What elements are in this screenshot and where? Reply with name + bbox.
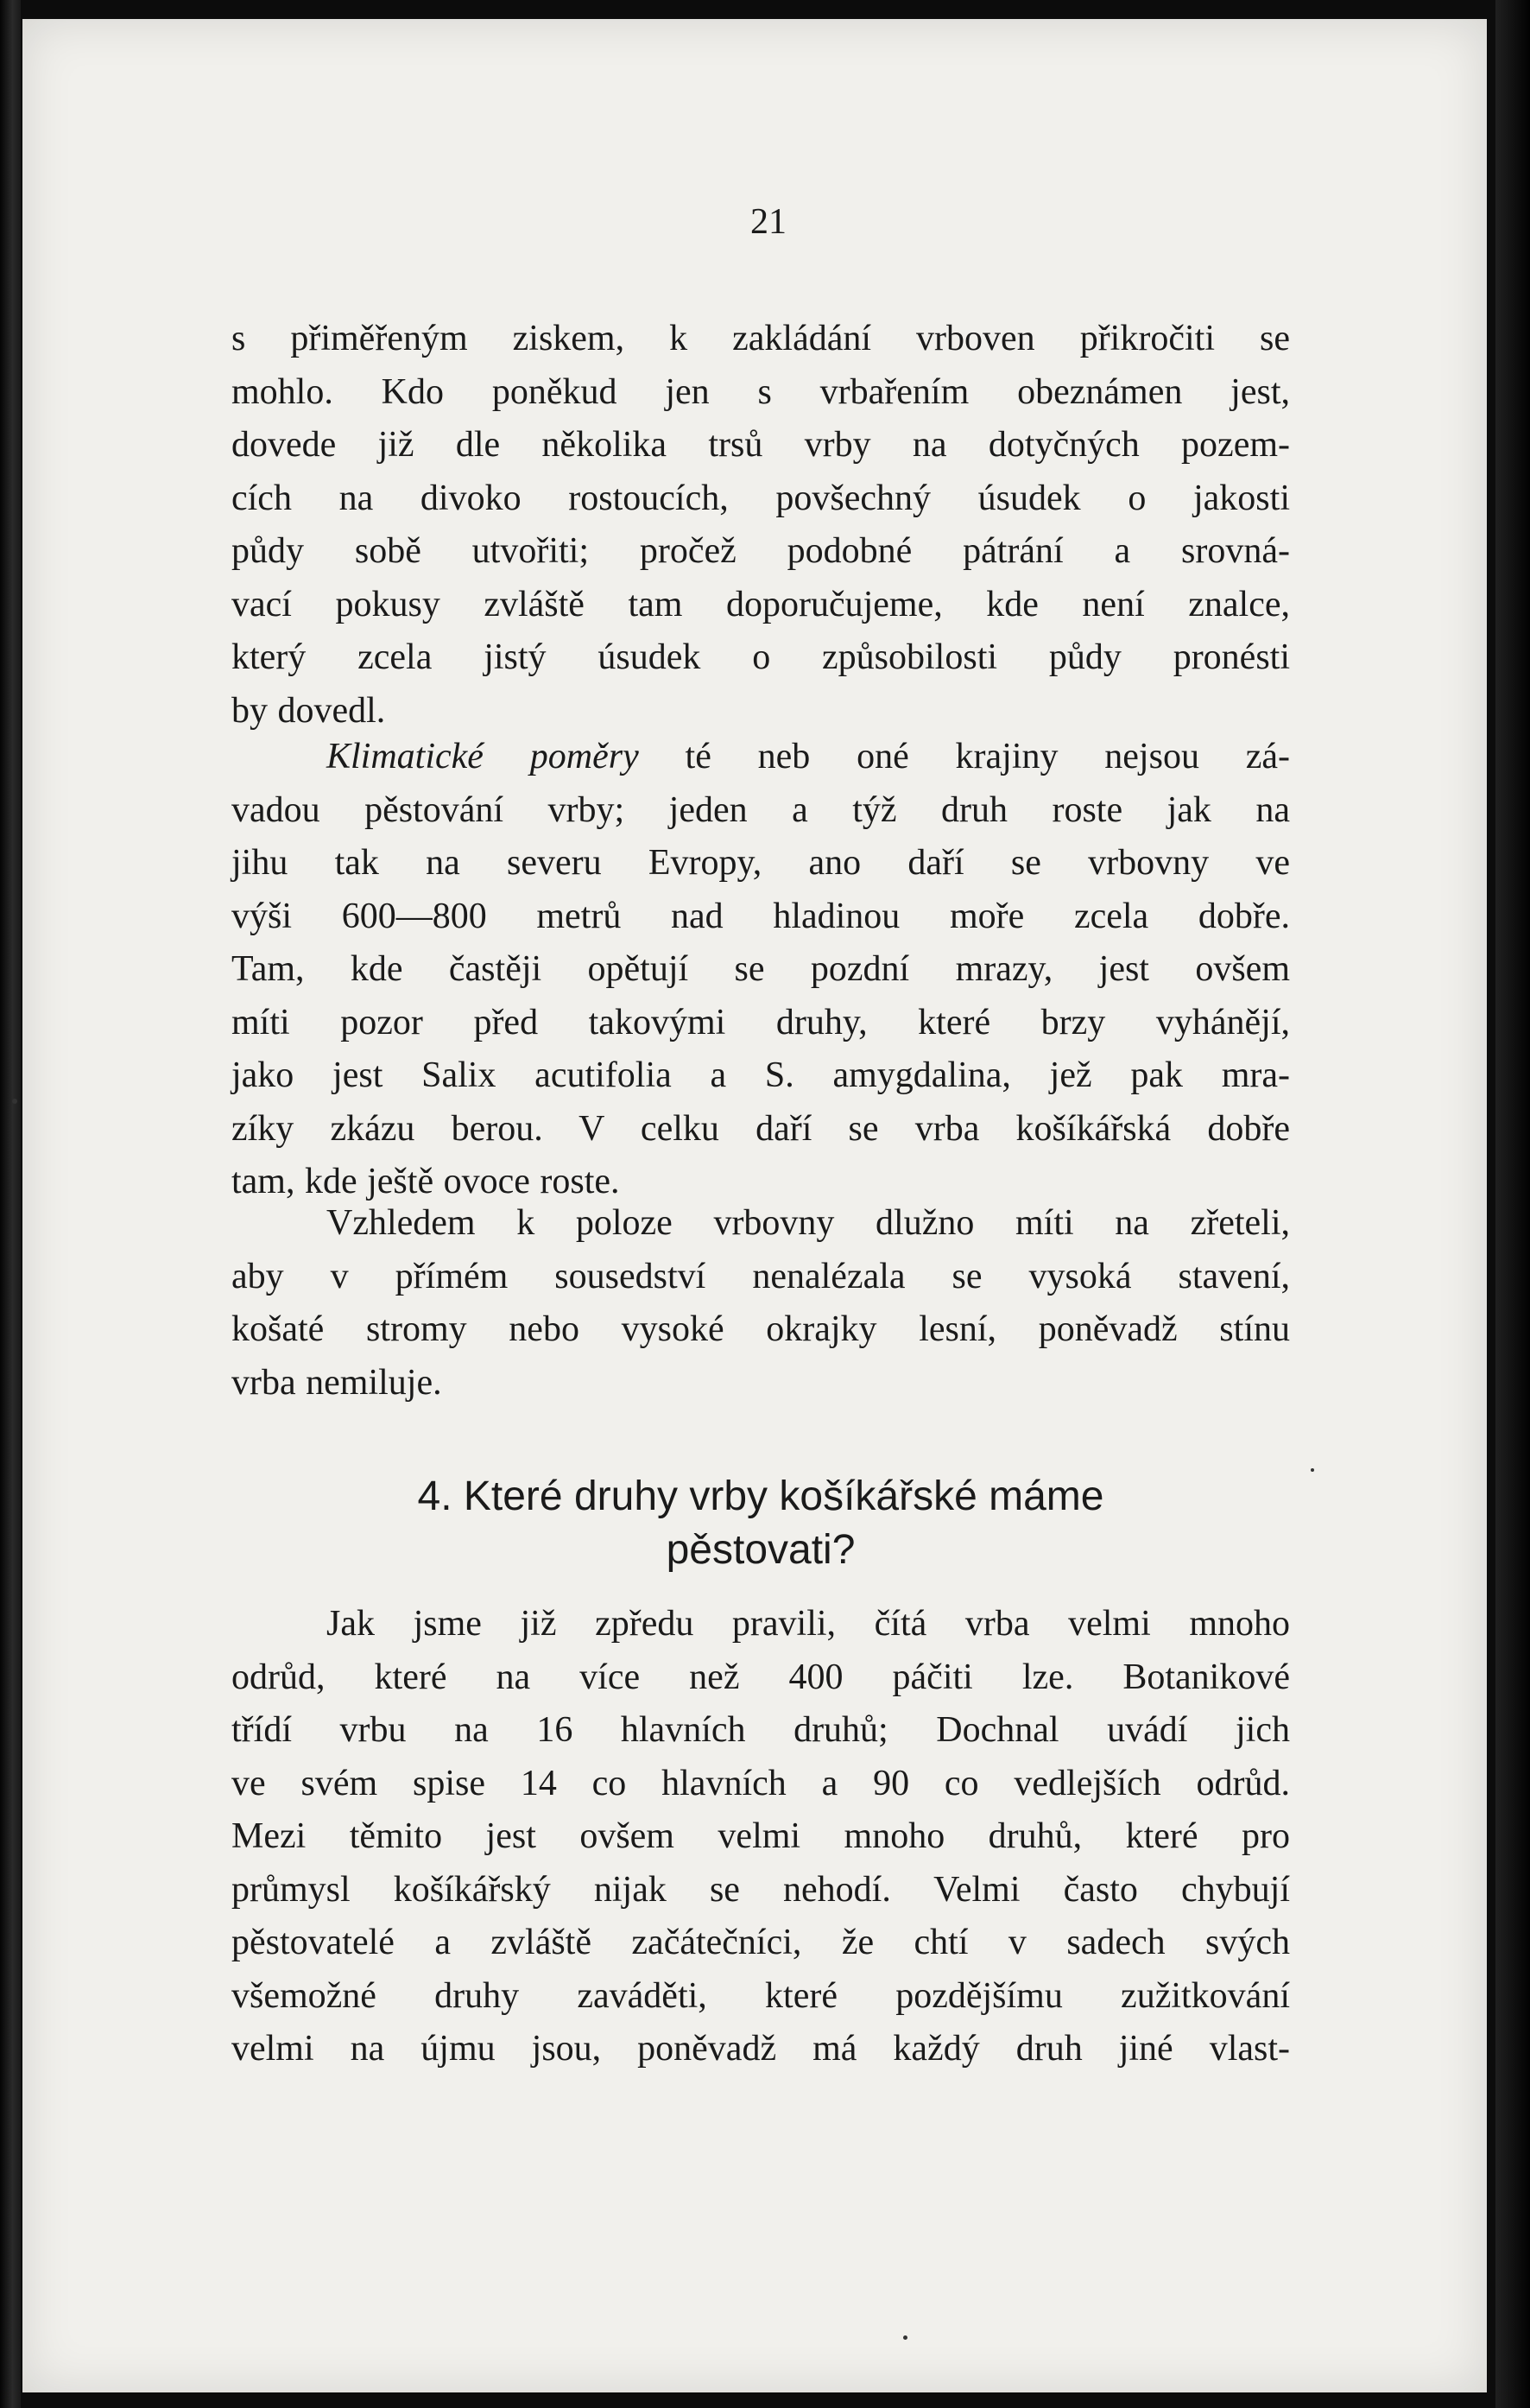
text-line: vací pokusy zvláště tam doporučujeme, kde není znalce, xyxy=(231,584,1290,624)
text-line: mohlo. Kdo poněkud jen s vrbařením obeznámen jest, xyxy=(231,371,1290,412)
text-line: Tam, kde častěji opětují se pozdní mrazy, jest ovšem xyxy=(231,949,1290,989)
paragraph-varieties xyxy=(231,1598,1290,2076)
text-line: jihu tak na severu Evropy, ano daří se vrbovny ve xyxy=(231,843,1290,883)
text-line: výši 600—800 metrů nad hladinou moře zcela dobře. xyxy=(231,896,1290,936)
text-line-first xyxy=(231,731,1290,784)
scan-speck xyxy=(1311,1468,1314,1472)
text-line: cích na divoko rostoucích, povšechný úsudek o jakosti xyxy=(231,478,1290,518)
text-line: půdy sobě utvořiti; pročež podobné pátrání a srovná- xyxy=(231,531,1290,571)
text-line: vadou pěstování vrby; jeden a týž druh roste jak na xyxy=(231,789,1290,830)
text-line: odrůd, které na více než 400 páčiti lze. Botanikové xyxy=(231,1657,1290,1697)
heading-line: 4. Které druhy vrby košíkářské máme xyxy=(417,1473,1104,1519)
scan-speck xyxy=(903,2335,907,2340)
paragraph-continued xyxy=(231,313,1290,738)
text-line: míti pozor před takovými druhy, které brzy vyhánějí, xyxy=(231,1002,1290,1042)
text-line: tam, kde ještě ovoce roste. xyxy=(231,1162,620,1201)
text-line: třídí vrbu na 16 hlavních druhů; Dochnal uvádí jich xyxy=(231,1710,1290,1750)
first-line-rest: té neb oné krajiny nejsou zá- xyxy=(638,737,1291,776)
text-line: zíky zkázu berou. V celku daří se vrba košíkářská dobře xyxy=(231,1108,1290,1149)
paragraph-position xyxy=(231,1197,1290,1410)
heading-line: pěstovati? xyxy=(666,1527,856,1573)
text-line: velmi na újmu jsou, poněvadž má každý druh jiné vlast- xyxy=(231,2029,1290,2069)
text-line: by dovedl. xyxy=(231,690,386,731)
text-line: průmysl košíkářský nijak se nehodí. Velmi často chybují xyxy=(231,1869,1290,1910)
section-heading xyxy=(231,1470,1290,1577)
text-line: Jak jsme již zpředu pravili, čítá vrba velmi mnoho xyxy=(326,1604,1290,1644)
text-line: všemožné druhy zaváděti, které pozdějšímu zužitkování xyxy=(231,1975,1290,2016)
paragraph-climate xyxy=(231,731,1290,1209)
text-line: ve svém spise 14 co hlavních a 90 co vedlejších odrůd. xyxy=(231,1763,1290,1803)
text-line: košaté stromy nebo vysoké okrajky lesní, poněvadž stínu xyxy=(231,1309,1290,1349)
page-number: 21 xyxy=(750,202,787,242)
text-line: dovede již dle několika trsů vrby na dotyčných pozem- xyxy=(231,425,1290,465)
text-line: s přiměřeným ziskem, k zakládání vrboven přikročiti se xyxy=(231,319,1290,358)
italic-lead: Klimatické poměry xyxy=(326,737,639,776)
text-line: pěstovatelé a zvláště začátečníci, že chtí v sadech svých xyxy=(231,1923,1290,1962)
scan-speck xyxy=(12,1099,17,1104)
text-line: Mezi těmito jest ovšem velmi mnoho druhů, které pro xyxy=(231,1816,1290,1856)
text-line: který zcela jistý úsudek o způsobilosti půdy pronésti xyxy=(231,637,1290,677)
text-line: Vzhledem k poloze vrbovny dlužno míti na zřeteli, xyxy=(326,1203,1290,1243)
text-line: jako jest Salix acutifolia a S. amygdalina, jež pak mra- xyxy=(231,1055,1290,1095)
text-line: vrba nemiluje. xyxy=(231,1362,442,1403)
left-binding-edge xyxy=(0,0,21,2408)
text-line: aby v přímém sousedství nenalézala se vysoká stavení, xyxy=(231,1256,1290,1296)
right-scan-edge xyxy=(1495,0,1530,2408)
